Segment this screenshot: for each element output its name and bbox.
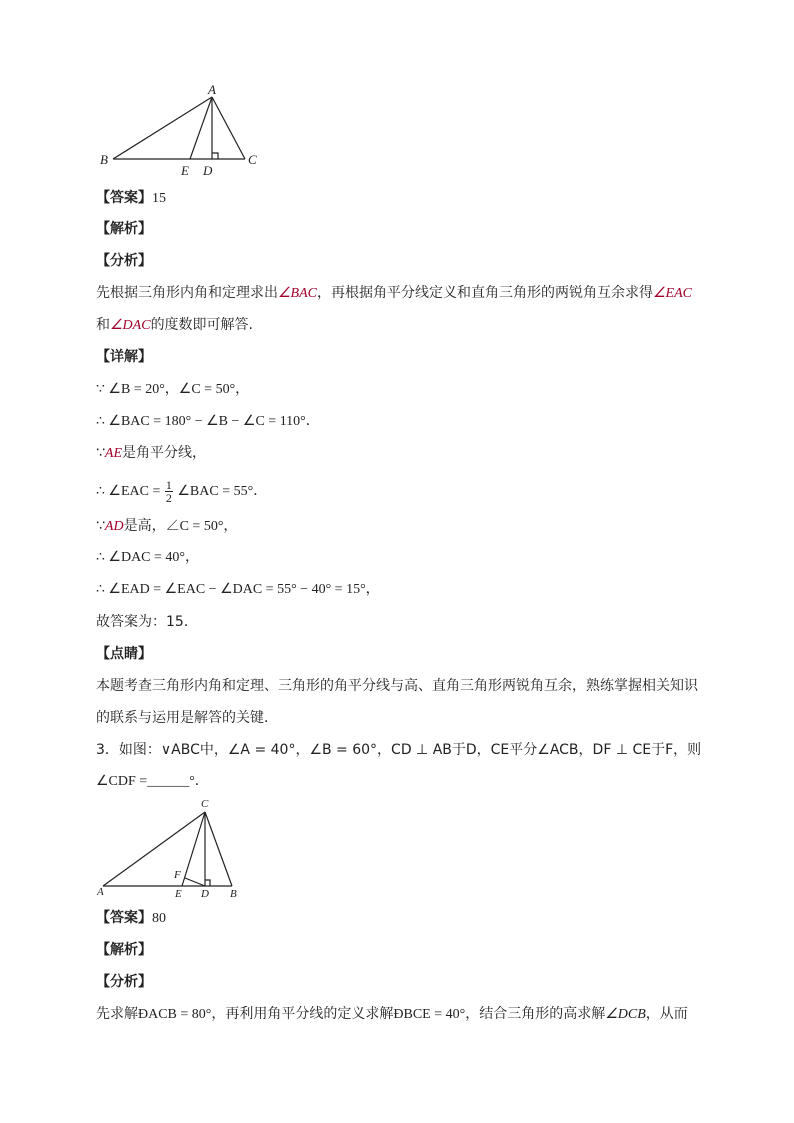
text: 先根据三角形内角和定理求出 [96, 285, 278, 301]
math: ÐACB = 80° [138, 1007, 212, 1022]
fenxi-tag: 【分析】 [96, 253, 152, 269]
math: ÐBCE = 40° [393, 1007, 466, 1022]
numerator: 1 [165, 478, 172, 493]
math: ∠DCB [605, 1007, 646, 1022]
analysis-tag: 【解析】 [96, 221, 152, 237]
detail-line-2: ∴ ∠BAC = 180° − ∠B − ∠C = 110°． [96, 414, 320, 429]
answer-tag: 【答案】 [96, 190, 152, 206]
fenxi-tag-2: 【分析】 [96, 974, 152, 990]
text: 是高，∠C = 50°， [123, 519, 238, 534]
label-A: A [97, 886, 104, 898]
detail-line-7: ∴ ∠EAD = ∠EAC − ∠DAC = 55° − 40° = 15°， [96, 582, 380, 597]
math: ∠DAC [110, 318, 151, 333]
text: ，从而 [645, 1006, 688, 1022]
label-E: E [181, 163, 189, 178]
label-B: B [230, 888, 237, 900]
answer-value: 15 [152, 191, 166, 206]
text: ，结合三角形的高求解 [465, 1006, 606, 1022]
denominator: 2 [165, 491, 172, 506]
blank: ______°． [147, 774, 209, 789]
analysis-tag-2: 【解析】 [96, 942, 152, 958]
text: 先求解 [96, 1006, 138, 1022]
text: ∠BAC = 55°． [177, 484, 268, 499]
detail-line-8: 故答案为：15． [96, 614, 198, 630]
detail-line-1: ∵ ∠B = 20°，∠C = 50°， [96, 382, 250, 397]
detail-line-6: ∴ ∠DAC = 40°， [96, 550, 200, 565]
text: ，再利用角平分线的定义求解 [211, 1006, 394, 1022]
dianjing-line-1: 本题考查三角形内角和定理、三角形的角平分线与高、直角三角形两锐角互余，熟练掌握相关知识 [96, 678, 698, 694]
label-C: C [201, 798, 209, 810]
answer-value: 80 [152, 911, 166, 926]
text: ∵ [96, 518, 105, 534]
fenxi-2-line-1 [96, 1004, 688, 1025]
math: AE [104, 446, 123, 461]
label-A: A [208, 82, 216, 97]
answer-tag: 【答案】 [96, 910, 152, 926]
dianjing-line-2: 的联系与运用是解答的关键． [96, 710, 278, 726]
xiangjie-tag: 【详解】 [96, 349, 152, 365]
label-C: C [248, 152, 257, 167]
label-D: D [203, 163, 213, 178]
text: 和 [96, 317, 110, 333]
answer-line-2 [96, 908, 166, 929]
label-D: D [201, 888, 209, 900]
dianjing-tag: 【点睛】 [96, 646, 152, 662]
text: ，再根据角平分线定义和直角三角形的两锐角互余求得 [317, 285, 653, 301]
label-E: E [175, 888, 182, 900]
text: 是角平分线， [122, 445, 207, 461]
text: 的度数即可解答. [150, 317, 254, 333]
math: AD [104, 519, 124, 534]
math: ∠EAC [653, 286, 692, 301]
text: ∠CDF = [96, 774, 148, 789]
question-3-line-1: 3．如图：∨ABC中，∠A = 40°，∠B = 60°，CD ⊥ AB于D，CE平分∠ACB，DF ⊥ CE于F，则 [96, 742, 702, 758]
text: ∴ ∠EAC = [96, 484, 161, 499]
text: ∵ [96, 445, 105, 461]
math: ∠BAC [278, 286, 317, 301]
label-B: B [100, 152, 108, 167]
label-F: F [174, 869, 181, 881]
